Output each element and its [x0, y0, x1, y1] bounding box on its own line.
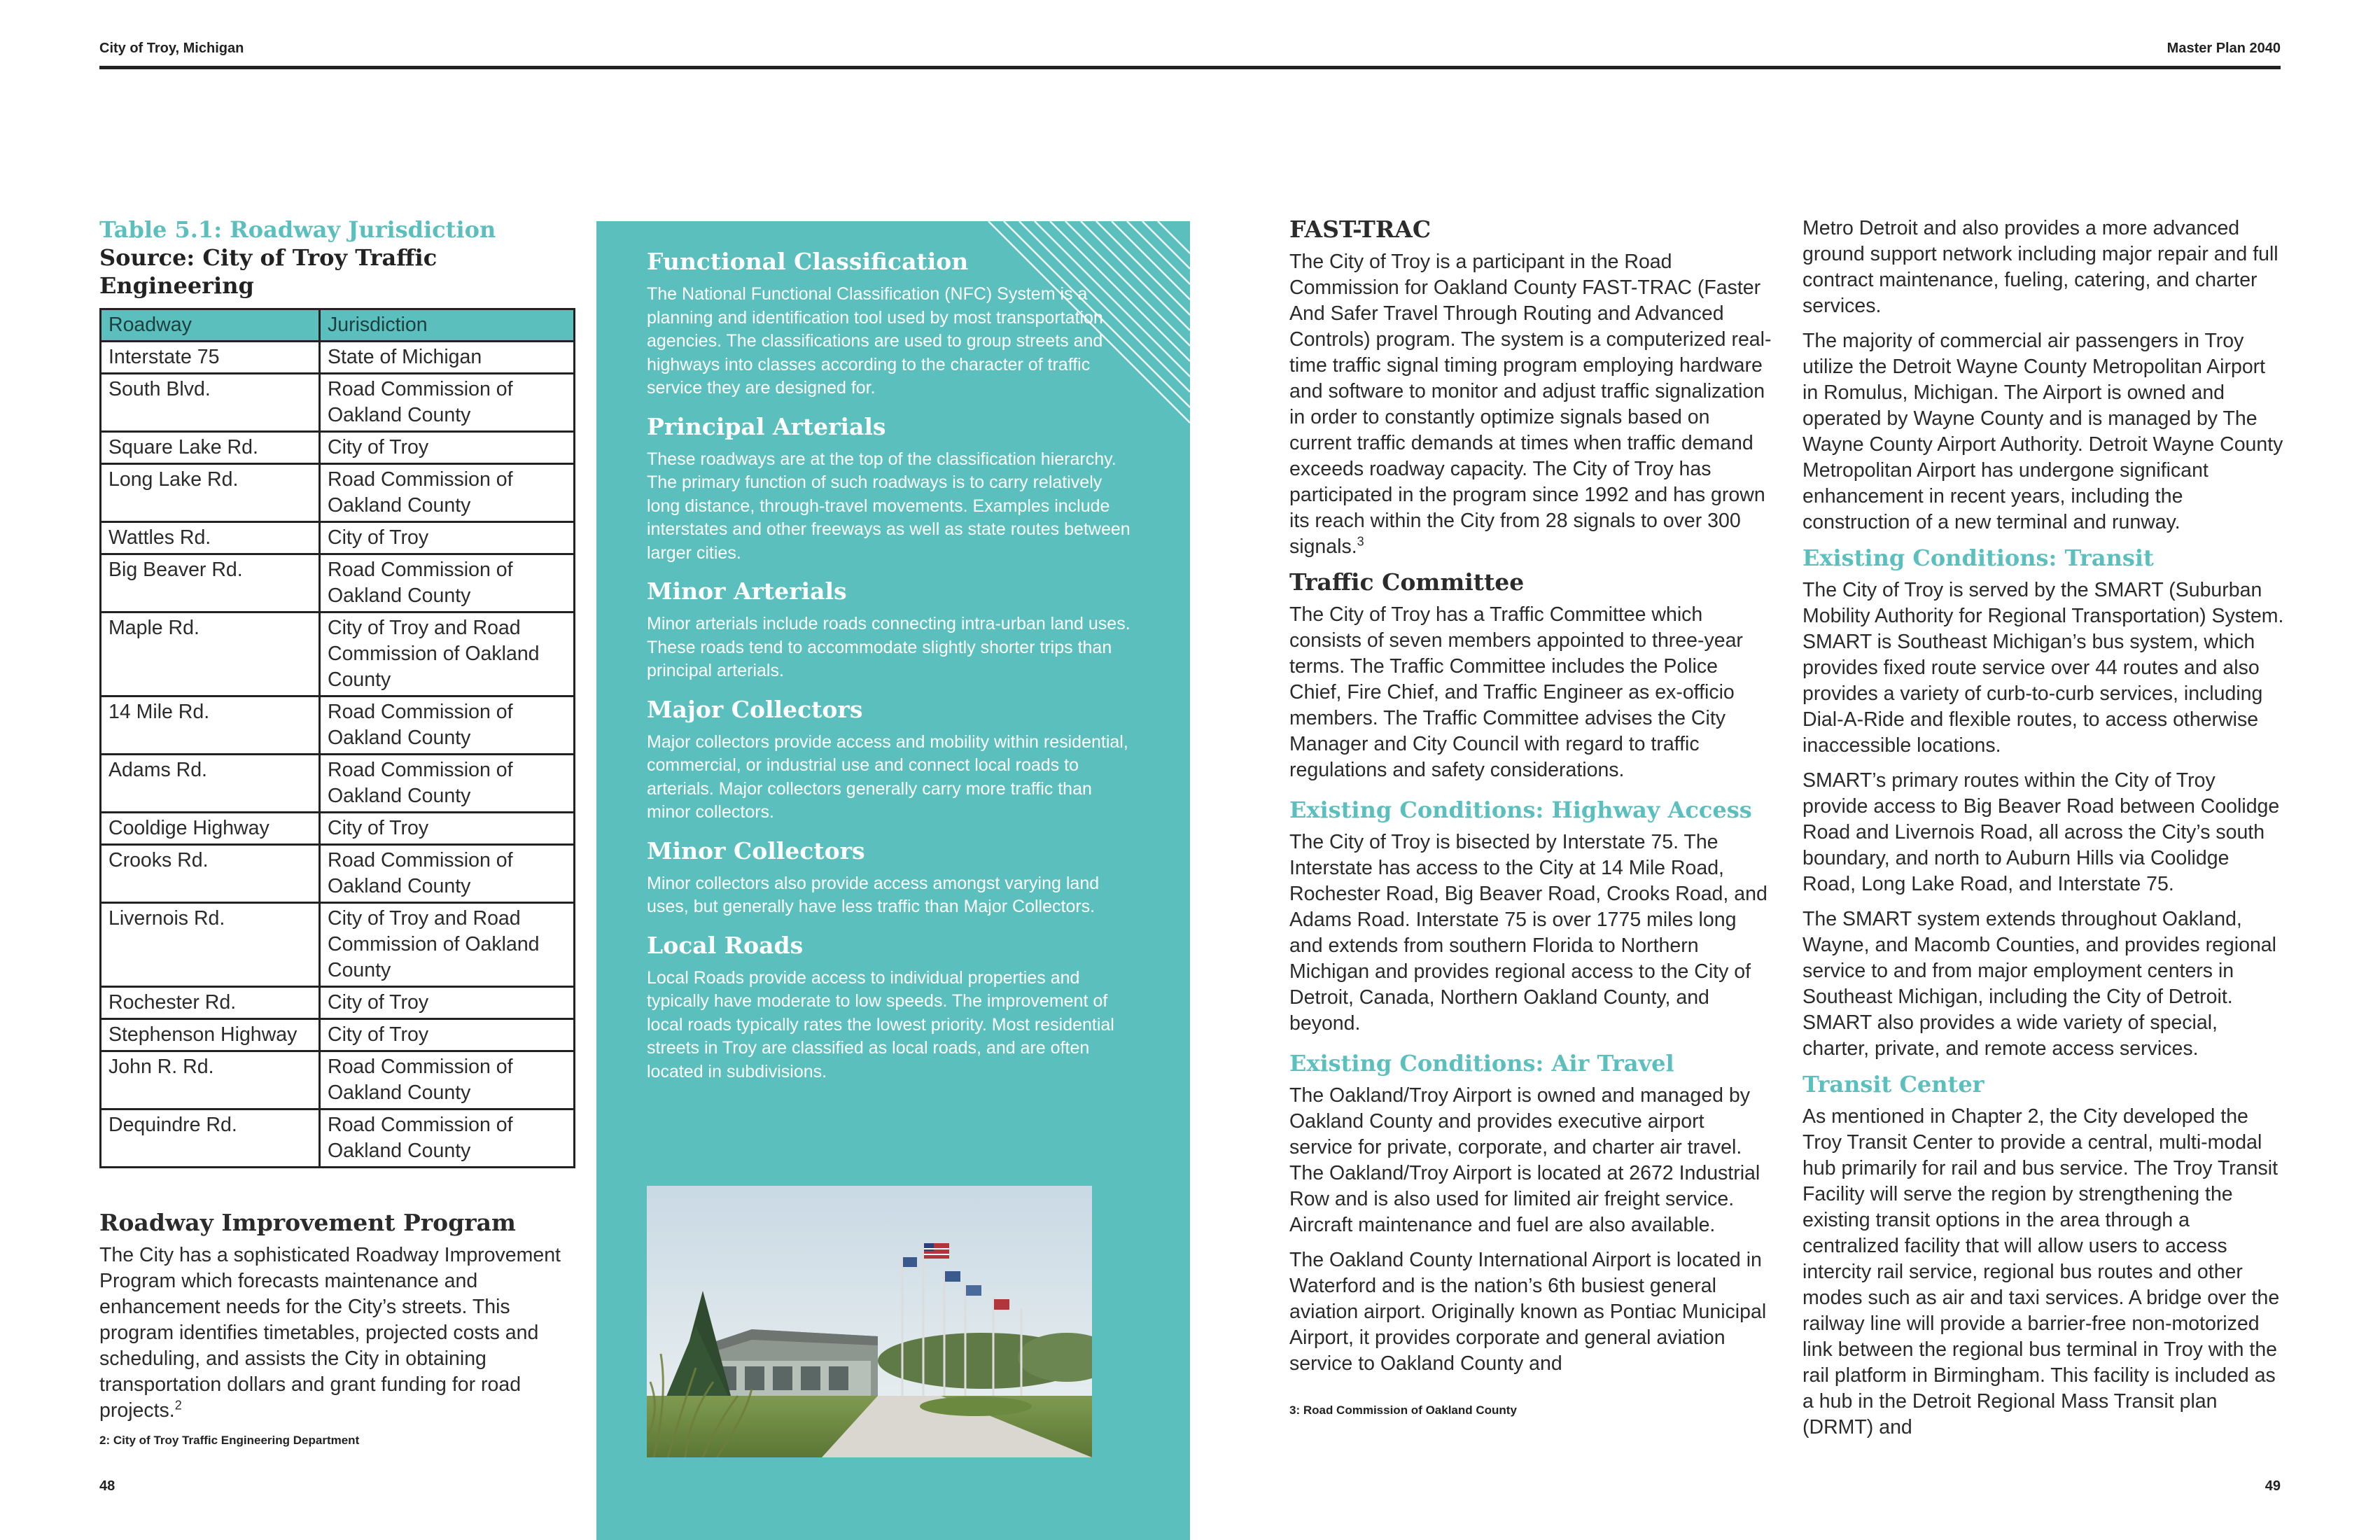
- table-row: [101, 755, 575, 813]
- panel-text-functional: The National Functional Classification (NFC) System is a planning and identification tool used by most transportation agencies. The classifications are used to group streets and highways into classes according to the character of traffic service they are designed for.: [647, 284, 1103, 398]
- page-number-left: 48: [99, 1478, 115, 1494]
- fasttrac-text-body: The City of Troy is a participant in the Road Commission for Oakland County FAST-TRAC (Faster And Safer Travel Through Routing and Advanced Controls) program. The system is a computerized real-time traffic signal timing program employing hardware and software to monitor and adjust traffic signalization in order to constantly optimize signals based on current traffic demands at times when traffic demand exceeds roadway capacity. The City of Troy has participated in the program since 1992 and has grown its reach within the City from 28 signals to over 300 signals.: [1289, 251, 1772, 558]
- panel-text-minor-collectors: Minor collectors also provide access amongst varying land uses, but generally have less traffic than Major Collectors.: [647, 873, 1100, 916]
- rip-text-body: The City has a sophisticated Roadway Improvement Program which forecasts maintenance and enhancement needs for the City’s streets. This program identifies timetables, projected costs and scheduling, and assists the City in obtaining transportation dollars and grant funding for road projects.: [99, 1244, 561, 1422]
- table-row: [101, 813, 575, 845]
- roadway-cell: Interstate 75: [101, 342, 320, 374]
- roadway-cell: Big Beaver Rd.: [101, 554, 320, 612]
- transit-heading: Existing Conditions: Transit: [1802, 545, 2154, 571]
- jurisdiction-cell: State of Michigan: [320, 342, 575, 374]
- roadway-cell: Wattles Rd.: [101, 522, 320, 554]
- jurisdiction-cell: City of Troy: [320, 522, 575, 554]
- air-travel-text-3: The majority of commercial air passengers in Troy utilize the Detroit Wayne County Metropolitan Airport in Romulus, Michigan. The Airport is owned and operated by Wayne County and is managed by The Wayne County Airport Authority. Detroit Wayne County Metropolitan Airport has undergone significant enhancement in recent years, including the construction of a new terminal and runway.: [1802, 330, 2283, 533]
- panel-heading-minor-collectors: Minor Collectors: [647, 836, 865, 864]
- table-row: [101, 342, 575, 374]
- jurisdiction-cell: Road Commission of Oakland County: [320, 464, 575, 522]
- city-building-photo: [647, 1186, 1092, 1457]
- jurisdiction-cell: Road Commission of Oakland County: [320, 1051, 575, 1110]
- roadway-cell: Square Lake Rd.: [101, 432, 320, 464]
- roadway-cell: Dequindre Rd.: [101, 1110, 320, 1168]
- traffic-committee-heading: Traffic Committee: [1289, 568, 1525, 596]
- jurisdiction-cell: City of Troy: [320, 813, 575, 845]
- table-row: [101, 987, 575, 1019]
- roadway-cell: Livernois Rd.: [101, 903, 320, 987]
- transit-text-1: The City of Troy is served by the SMART (Suburban Mobility Authority for Regional Transportation) System. SMART is Southeast Michigan’s bus system, which provides fixed route service over 44 routes and also provides a variety of curb-to-curb services, including Dial-A-Ride and flexible routes, to access otherwise inaccessible locations.: [1802, 579, 2284, 757]
- transit-center-heading: Transit Center: [1802, 1071, 1984, 1098]
- traffic-committee-text: The City of Troy has a Traffic Committee which consists of seven members appointed to three-year terms. The Traffic Committee includes the Police Chief, Fire Chief, and Traffic Engineer as ex-officio members. The Traffic Committee advises the City Manager and City Council with regard to traffic regulations and safety considerations.: [1289, 603, 1743, 781]
- rip-text: [99, 1242, 575, 1424]
- header-rule: [99, 66, 2281, 69]
- jurisdiction-cell: Road Commission of Oakland County: [320, 554, 575, 612]
- header-roadway: Roadway: [101, 309, 320, 342]
- roadway-cell: Crooks Rd.: [101, 845, 320, 903]
- jurisdiction-cell: Road Commission of Oakland County: [320, 374, 575, 432]
- roadway-cell: Adams Rd.: [101, 755, 320, 813]
- roadway-cell: Stephenson Highway: [101, 1019, 320, 1051]
- roadway-cell: Maple Rd.: [101, 612, 320, 696]
- table-source: Source: City of Troy Traffic Engineering: [99, 244, 438, 299]
- table-row: [101, 612, 575, 696]
- table-row: [101, 374, 575, 432]
- panel-heading-functional: Functional Classification: [647, 248, 969, 275]
- roadway-cell: Cooldige Highway: [101, 813, 320, 845]
- transit-text-2: SMART’s primary routes within the City of Troy provide access to Big Beaver Road between Coolidge Road and Livernois Road, all across the City’s south boundary, and north to Auburn Hills via Coolidge Road, Long Lake Road, and Interstate 75.: [1802, 769, 2280, 895]
- header-city: City of Troy, Michigan: [99, 41, 244, 56]
- roadway-cell: John R. Rd.: [101, 1051, 320, 1110]
- jurisdiction-cell: Road Commission of Oakland County: [320, 845, 575, 903]
- roadway-cell: South Blvd.: [101, 374, 320, 432]
- highway-access-text: The City of Troy is bisected by Interstate 75. The Interstate has access to the City at 14 Mile Road, Rochester Road, Big Beaver Road, Crooks Road, and Adams Road. Interstate 75 is over 1775 miles long and extends from southern Florida to Northern Michigan and provides regional access to the City of Detroit, Canada, Northern Oakland County, and beyond.: [1289, 831, 1768, 1035]
- header-jurisdiction: Jurisdiction: [320, 309, 575, 342]
- panel-heading-local-roads: Local Roads: [647, 931, 804, 959]
- table-row: [101, 1051, 575, 1110]
- rip-footnote-ref: 2: [174, 1398, 182, 1413]
- air-travel-text-1: The Oakland/Troy Airport is owned and managed by Oakland County and provides executive airport service for private, corporate, and charter air travel. The Oakland/Troy Airport is located at 2672 Industrial Row and is also used for limited air freight service. Aircraft maintenance and fuel are also available.: [1289, 1084, 1760, 1236]
- panel-heading-principal: Principal Arterials: [647, 412, 886, 440]
- jurisdiction-cell: City of Troy and Road Commission of Oakland County: [320, 612, 575, 696]
- roadway-improvement-section: [99, 1209, 575, 1448]
- roadway-jurisdiction-table: [99, 308, 575, 1168]
- panel-heading-major-collectors: Major Collectors: [647, 695, 863, 723]
- table-title: Table 5.1: Roadway Jurisdiction: [99, 216, 496, 243]
- panel-content: [647, 248, 1137, 1096]
- table-row: [101, 1019, 575, 1051]
- table-row: [101, 696, 575, 755]
- highway-access-heading: Existing Conditions: Highway Access: [1289, 797, 1752, 823]
- table-row: [101, 845, 575, 903]
- roadway-cell: Rochester Rd.: [101, 987, 320, 1019]
- footnote-3: 3: Road Commission of Oakland County: [1289, 1404, 1517, 1417]
- panel-text-principal: These roadways are at the top of the classification hierarchy. The primary function of such roadways is to carry relatively long distance, through-travel movements. Examples include interstates and other freeways as well as state routes between larger cities.: [647, 449, 1130, 563]
- footnote-2: 2: City of Troy Traffic Engineering Department: [99, 1434, 360, 1447]
- air-travel-text-2: The Oakland County International Airport is located in Waterford and is the nation’s 6th busiest general aviation airport. Originally known as Pontiac Municipal Airport, it provides corporate and general aviation service to Oakland County and: [1289, 1249, 1767, 1375]
- air-travel-continued: Metro Detroit and also provides a more advanced ground support network including major repair and full contract maintenance, fueling, catering, and charter services.: [1802, 217, 2278, 317]
- roadway-cell: 14 Mile Rd.: [101, 696, 320, 755]
- table-row: [101, 432, 575, 464]
- jurisdiction-cell: City of Troy: [320, 987, 575, 1019]
- transit-text-3: The SMART system extends throughout Oakland, Wayne, and Macomb Counties, and provides regional service to and from major employment centers in Southeast Michigan, including the City of Detroit. SMART also provides a wide variety of special, charter, private, and remote access services.: [1802, 908, 2276, 1060]
- jurisdiction-cell: City of Troy: [320, 432, 575, 464]
- jurisdiction-cell: Road Commission of Oakland County: [320, 696, 575, 755]
- air-travel-heading: Existing Conditions: Air Travel: [1289, 1050, 1674, 1077]
- page-number-right: 49: [2264, 1478, 2281, 1494]
- panel-text-local-roads: Local Roads provide access to individual properties and typically have moderate to low speeds. The improvement of local roads typically rates the lowest priority. Most residential streets in Troy are classified as local roads, and are often located in subdivisions.: [647, 967, 1114, 1082]
- classification-panel: [596, 221, 1190, 1540]
- rip-heading: Roadway Improvement Program: [99, 1209, 516, 1236]
- right-column-2: [1802, 216, 2286, 1441]
- table-row: [101, 522, 575, 554]
- jurisdiction-cell: City of Troy: [320, 1019, 575, 1051]
- jurisdiction-cell: Road Commission of Oakland County: [320, 755, 575, 813]
- fasttrac-text: [1289, 249, 1772, 560]
- table-body: [101, 342, 575, 1168]
- roadway-cell: Long Lake Rd.: [101, 464, 320, 522]
- left-column: [99, 216, 575, 1448]
- panel-text-minor-arterials: Minor arterials include roads connecting intra-urban land uses. These roads tend to accommodate slightly shorter trips than principal arterials.: [647, 614, 1130, 680]
- panel-heading-minor-arterials: Minor Arterials: [647, 578, 847, 605]
- jurisdiction-cell: City of Troy and Road Commission of Oakland County: [320, 903, 575, 987]
- transit-center-text: As mentioned in Chapter 2, the City developed the Troy Transit Center to provide a central, multi-modal hub primarily for rail and bus service. The Troy Transit Facility will serve the region by strengthening the existing transit options in the area through a centralized facility that will allow users to access intercity rail service, regional bus routes and other modes such as air and taxi services. A bridge over the railway line will provide a barrier-free non-motorized link between the regional bus terminal in Troy with the rail platform in Birmingham. This facility is included as a hub in the Detroit Regional Mass Transit plan (DRMT) and: [1802, 1105, 2280, 1438]
- table-row: [101, 903, 575, 987]
- table-header-row: [101, 309, 575, 342]
- table-row: [101, 1110, 575, 1168]
- table-row: [101, 554, 575, 612]
- jurisdiction-cell: Road Commission of Oakland County: [320, 1110, 575, 1168]
- header-plan: Master Plan 2040: [2166, 41, 2281, 56]
- right-column-1: [1289, 216, 1772, 1418]
- panel-text-major-collectors: Major collectors provide access and mobility within residential, commercial, or industrial use and connect local roads to arterials. Major collectors generally carry more traffic than minor collectors.: [647, 732, 1128, 822]
- fasttrac-heading: FAST-TRAC: [1289, 216, 1432, 243]
- fasttrac-footnote-ref: 3: [1357, 534, 1364, 549]
- table-row: [101, 464, 575, 522]
